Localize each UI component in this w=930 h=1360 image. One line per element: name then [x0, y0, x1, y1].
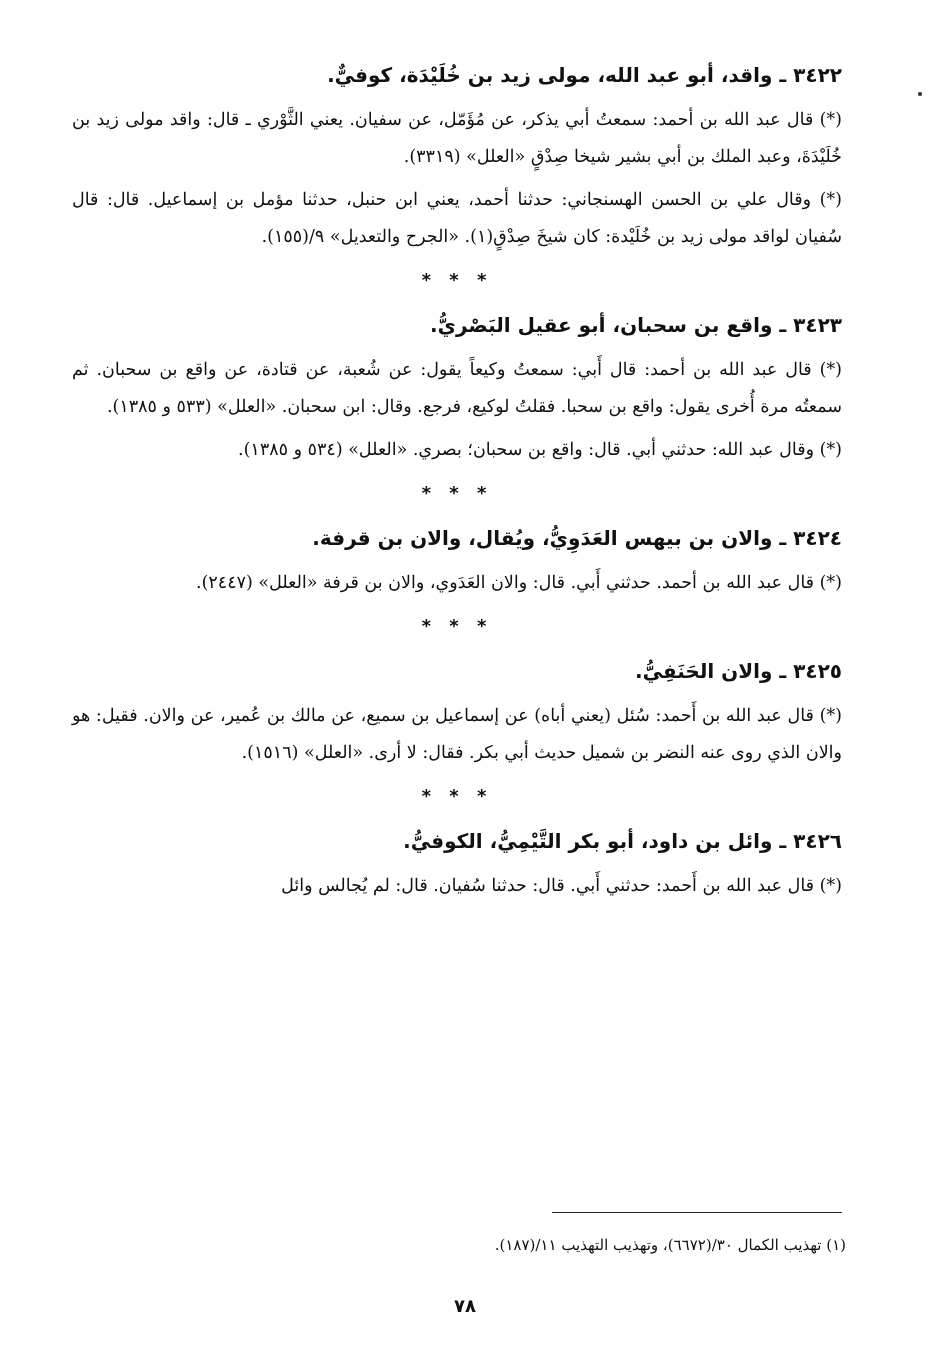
entry-3422 [72, 58, 842, 256]
section-separator: * * * [421, 616, 493, 637]
entry-paragraph: (*) وقال عبد الله: حدثني أبي. قال: واقع بن سحبان؛ بصري. «العلل» (٥٣٤ و ١٣٨٥). [238, 440, 842, 460]
entry-paragraph: (*) قال عبد الله بن أحمد: قال أَبي: سمعتُ وكيعاً يقول: عن شُعبة، عن قتادة، عن واقع بن سحبان. ثم سمعتُه مرة أُخرى يقول: واقع بن سحبا. فقلتُ لوكيع، فرجع. وقال: ابن سحبان. «العلل» (٥٣٣ و ١٣٨٥). [72, 360, 842, 417]
entry-heading: ٣٤٢٥ ـ والان الحَنَفِيُّ. [635, 659, 842, 683]
entry-heading: ٣٤٢٣ ـ واقع بن سحبان، أبو عقيل البَصْريُّ. [430, 313, 842, 337]
entry-paragraph: (*) وقال علي بن الحسن الهسنجاني: حدثنا أحمد، يعني ابن حنبل، حدثنا مؤمل بن إسماعيل. قال: قال سُفيان لواقد مولى زيد بن خُلَيْدة: كان شيخَ صِدْقٍ(١). «الجرح والتعديل» ٩/(١٥٥). [72, 190, 842, 247]
entry-paragraph: (*) قال عبد الله بن أحمد. حدثني أَبي. قال: والان العَدَوي، والان بن قرفة «العلل» (٢٤٤٧). [196, 573, 842, 593]
entry-heading: ٣٤٢٢ ـ واقد، أبو عبد الله، مولى زيد بن خُلَيْدَة، كوفيٌّ. [327, 63, 842, 87]
entry-3426 [72, 824, 842, 905]
margin-mark [918, 92, 922, 96]
page-number: ٧٨ [454, 1296, 476, 1317]
footnote-divider [552, 1212, 842, 1213]
entry-paragraph: (*) قال عبد الله بن أَحمد: حدثني أَبي. قال: حدثنا سُفيان. قال: لم يُجالس وائل [281, 876, 842, 896]
section-separator: * * * [421, 786, 493, 807]
entry-3423 [72, 308, 842, 469]
entry-3424 [72, 521, 842, 602]
entry-heading: ٣٤٢٤ ـ والان بن بيهس العَدَوِيُّ، ويُقال، والان بن قرفة. [312, 526, 842, 550]
entry-paragraph: (*) قال عبد الله بن أَحمد: سُئل (يعني أباه) عن إسماعيل بن سميع، عن مالك بن عُمير، عن والان. فقيل: هو والان الذي روى عنه النضر بن شميل حديث أبي بكر. فقال: لا أرى. «العلل» (١٥١٦). [72, 706, 842, 763]
entry-heading: ٣٤٢٦ ـ وائل بن داود، أبو بكر التَّيْمِيُّ، الكوفيُّ. [403, 829, 842, 853]
entry-3425 [72, 654, 842, 772]
entry-paragraph: (*) قال عبد الله بن أحمد: سمعتُ أبي يذكر، عن مُؤَمّل، عن سفيان. يعني الثَّوْري ـ قال: واقد مولى زيد بن خُلَيْدَةَ، وعبد الملك بن أبي بشير شيخا صِدْقٍ «العلل» (٣٣١٩). [72, 110, 842, 167]
main-text [72, 58, 842, 911]
footnote: (١) تهذيب الكمال ٣٠/(٦٦٧٢)، وتهذيب التهذيب ١١/(١٨٧). [494, 1236, 846, 1254]
section-separator: * * * [421, 270, 493, 291]
section-separator: * * * [421, 483, 493, 504]
